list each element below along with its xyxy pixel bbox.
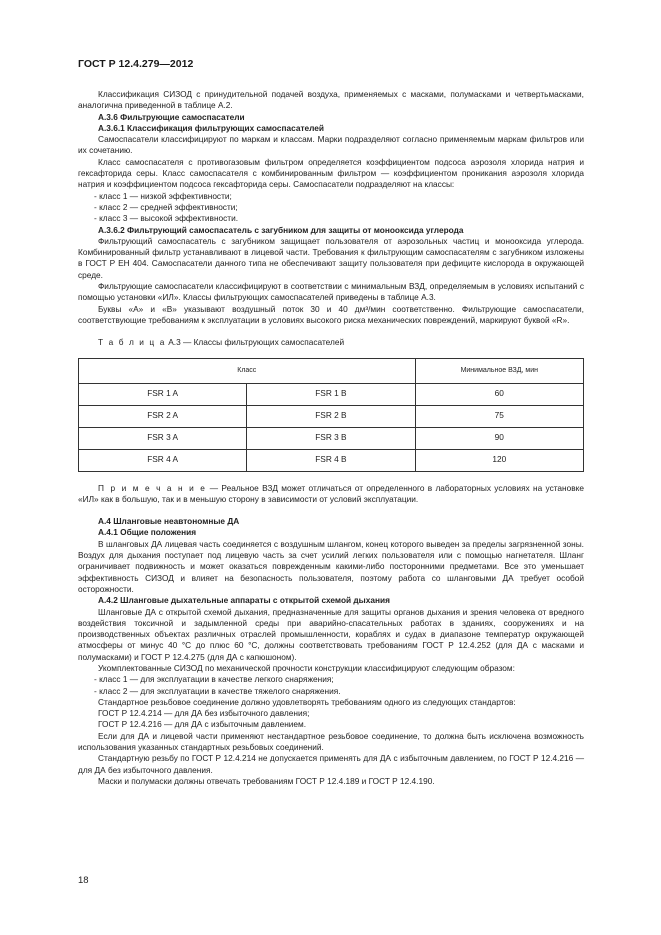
cell-class-a: FSR 4 A — [79, 449, 247, 471]
classes-table — [78, 358, 584, 472]
paragraph: Укомплектованные СИЗОД по механической прочности конструкции классифицируют следующим образом: — [98, 662, 515, 673]
section-heading: А.3.6.2 Фильтрующий самоспасатель с загубником для защиты от монооксида углерода — [98, 224, 464, 235]
paragraph: Маски и полумаски должны отвечать требованиям ГОСТ Р 12.4.189 и ГОСТ Р 12.4.190. — [98, 775, 435, 786]
cell-min-vzd: 60 — [415, 383, 583, 405]
table-row — [79, 427, 584, 449]
table-row — [79, 383, 584, 405]
cell-class-b: FSR 3 B — [247, 427, 415, 449]
paragraph: Стандартную резьбу по ГОСТ Р 12.4.214 не допускается применять для ДА с избыточным давлением, по ГОСТ Р 12.4.216 — для ДА без избыточного давления. — [78, 753, 584, 775]
paragraph: В шланговых ДА лицевая часть соединяется с воздушным шлангом, конец которого выведен за пределы загрязненной зоны. Воздух для дыхания поступает под лицевую часть за счет усилий легких пользователя или с помощью нагнетателя. Шланг ограничивает подвижность и может оказаться поврежденным какими-либо посторонними предметами. Все это уменьшает эффективность СИЗОД и влияет на безопасность пользователя, поэтому работа со шланговыми ДА требует особой осторожности. — [78, 538, 584, 594]
table-row — [79, 449, 584, 471]
text-block-1 — [78, 89, 584, 326]
table-note: П р и м е ч а н и е — Реальное ВЗД может отличаться от определенного в лабораторных условиях на установке «ИЛ» как в большую, так и в меньшую сторону в зависимости от условий эксплуатации. — [78, 482, 584, 504]
section-heading: А.4.1 Общие положения — [98, 527, 197, 538]
paragraph: Стандартное резьбовое соединение должно удовлетворять требованиям одного из следующих стандартов: — [98, 696, 516, 707]
table-row — [79, 405, 584, 427]
table-caption: Т а б л и ц а А.3 — Классы фильтрующих самоспасателей — [98, 337, 345, 348]
section-heading: А.4.2 Шланговые дыхательные аппараты с открытой схемой дыхания — [98, 595, 390, 606]
paragraph: Класс самоспасателя с противогазовым фильтром определяется коэффициентом подсоса аэрозоля хлорида натрия и гексафторида серы. Класс самоспасателя с комбинированным фильтром — коэффициентом проникания аэрозоля хлорида натрия и коэффициентом подсоса гексафторида серы. Самоспасатели подразделяют на классы: — [78, 156, 584, 190]
cell-class-a: FSR 3 A — [79, 427, 247, 449]
cell-class-b: FSR 1 B — [247, 383, 415, 405]
paragraph: ГОСТ Р 12.4.216 — для ДА с избыточным давлением. — [98, 719, 307, 730]
column-header-class: Класс — [79, 358, 416, 383]
paragraph: Фильтрующие самоспасатели классифицируют в соответствии с минимальным ВЗД, определяемым в условиях испытаний с помощью установки «ИЛ». Классы фильтрующих самоспасателей приведены в таблице А.3. — [78, 281, 584, 303]
cell-class-a: FSR 2 A — [79, 405, 247, 427]
section-heading: А.3.6 Фильтрующие самоспасатели — [98, 111, 245, 122]
document-header: ГОСТ Р 12.4.279—2012 — [78, 58, 194, 70]
cell-min-vzd: 90 — [415, 427, 583, 449]
paragraph: Буквы «А» и «В» указывают воздушный поток 30 и 40 дм³/мин соответственно. Фильтрующие самоспасатели, соответствующие требованиям к эксплуатации в условиях высокого риска механических повреждений, маркируют буквой «R». — [78, 303, 584, 325]
cell-class-b: FSR 2 B — [247, 405, 415, 427]
paragraph: Самоспасатели классифицируют по маркам и классам. Марки подразделяют согласно применяемым маркам фильтров или их сочетанию. — [78, 134, 584, 156]
list-item: - класс 1 — низкой эффективности; — [94, 190, 232, 201]
paragraph: Классификация СИЗОД с принудительной подачей воздуха, применяемых с масками, полумасками и четвертьмасками, аналогична приведенной в таблице А.2. — [78, 89, 584, 111]
list-item: - класс 2 — для эксплуатации в качестве тяжелого снаряжения. — [94, 685, 341, 696]
section-heading: А.3.6.1 Классификация фильтрующих самоспасателей — [98, 122, 324, 133]
paragraph: ГОСТ Р 12.4.214 — для ДА без избыточного давления; — [98, 708, 310, 719]
column-header-min-vzd: Минимальное ВЗД, мин — [415, 358, 583, 383]
page-number: 18 — [78, 875, 89, 886]
cell-min-vzd: 120 — [415, 449, 583, 471]
document-body — [78, 89, 584, 787]
cell-class-a: FSR 1 A — [79, 383, 247, 405]
text-block-2 — [78, 516, 584, 787]
paragraph: Шланговые ДА с открытой схемой дыхания, предназначенные для защиты органов дыхания и зрения человека от вредного воздействия токсичной и задымленной среды при аварийно-спасательных работах в зданиях, сооружениях и на производственных объектах различных отраслей промышленности, кораблях и судах в диапазоне температур окружающей атмосферы от минус 40 °С до плюс 60 °С, должны соответствовать требованиям ГОСТ Р 12.4.252 (для ДА с масками и полумасками) и ГОСТ Р 12.4.275 (для ДА с капюшоном). — [78, 606, 584, 662]
list-item: - класс 1 — для эксплуатации в качестве легкого снаряжения; — [94, 674, 334, 685]
cell-min-vzd: 75 — [415, 405, 583, 427]
list-item: - класс 2 — средней эффективности; — [94, 201, 238, 212]
paragraph: Фильтрующий самоспасатель с загубником защищает пользователя от аэрозольных частиц и монооксида углерода. Комбинированный фильтр устанавливают в лицевой части. Требования к фильтрующим самоспасателям с загубником изложены в ГОСТ Р ЕН 404. Самоспасатели данного типа не обеспечивают защиту пользователя при дефиците кислорода в окружающей среде. — [78, 235, 584, 280]
list-item: - класс 3 — высокой эффективности. — [94, 213, 239, 224]
paragraph: Если для ДА и лицевой части применяют нестандартное резьбовое соединение, то должна быть исключена возможность использования указанных стандартных резьбовых соединений. — [78, 730, 584, 753]
section-heading: А.4 Шланговые неавтономные ДА — [98, 516, 240, 527]
cell-class-b: FSR 4 B — [247, 449, 415, 471]
